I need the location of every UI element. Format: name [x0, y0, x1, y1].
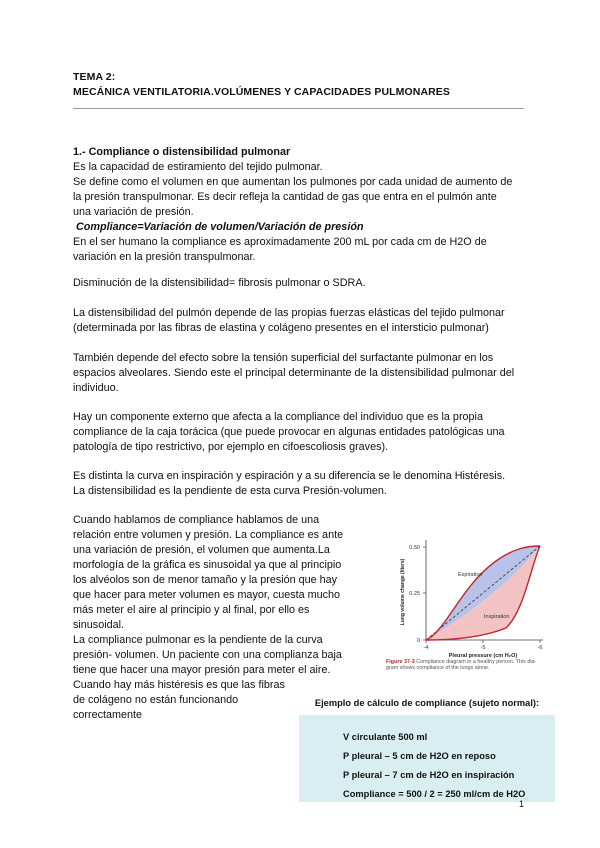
text-line: los alvéolos son de menor tamaño y la presión que hay — [73, 574, 338, 586]
figure-caption — [386, 659, 561, 672]
x-tick-label: -5 — [480, 645, 486, 651]
text-line: Disminución de la distensibilidad= fibrosis pulmonar o SDRA. — [73, 277, 366, 289]
example-line: Compliance = 500 / 2 = 250 ml/cm de H2O — [343, 789, 526, 799]
inspiration-label: Inspiration — [484, 614, 510, 620]
y-tick-label: 0.50 — [409, 545, 420, 551]
text-line: individuo. — [73, 382, 119, 394]
example-line: P pleural – 7 cm de H2O en inspiración — [343, 770, 515, 780]
x-tick-label: -6 — [537, 645, 543, 651]
paragraph-surfactant — [73, 351, 533, 396]
text-line: tiene que hacer una mayor presión para meter el aire. — [73, 664, 331, 676]
header-divider — [73, 108, 524, 109]
text-line: relación entre volumen y presión. La compliance es ante — [73, 529, 344, 541]
section-heading: 1.- Compliance o distensibilidad pulmonar — [73, 146, 291, 158]
text-line: La distensibilidad del pulmón depende de las propias fuerzas elásticas del tejido pulmonar — [73, 307, 505, 319]
text-line: Cuando hay más histéresis es que las fibras — [73, 679, 285, 691]
example-box — [299, 691, 555, 802]
x-tick-label: -4 — [423, 645, 429, 651]
tema-label: TEMA 2: — [73, 71, 116, 83]
y-tick-label: 0.25 — [409, 591, 420, 597]
section-body-1 — [73, 145, 533, 265]
page-number: 1 — [519, 799, 525, 809]
paragraph-fibrosis — [73, 276, 533, 291]
text-line: espacios alveolares. Siendo este el principal determinante de la distensibilidad pulmonar del — [73, 367, 515, 379]
text-line: una variación de presión, el volumen que aumenta.La — [73, 544, 330, 556]
figure-caption-label: Figure 37-3 — [386, 659, 415, 665]
y-tick-label: 0 — [416, 638, 420, 644]
text-line: Se define como el volumen en que aumentan los pulmones por cada unidad de aumento de — [73, 176, 513, 188]
text-line: que hacer para meter volumen es mayor, cuesta mucho — [73, 589, 341, 601]
expiration-label: Expiration — [458, 572, 483, 578]
x-axis-label: Pleural pressure (cm H₂O) — [448, 653, 518, 659]
compliance-diagram — [386, 526, 561, 674]
text-line: Es distinta la curva en inspiración y espiración y a su diferencia se le denomina Histéresis. — [73, 470, 506, 482]
text-line: una variación de presión. — [73, 206, 194, 218]
text-line: correctamente — [73, 709, 143, 721]
page-title: MECÁNICA VENTILATORIA.VOLÚMENES Y CAPACIDADES PULMONARES — [73, 86, 451, 98]
text-line: En el ser humano la compliance es aproximadamente 200 mL por cada cm de H2O de — [73, 236, 487, 248]
text-line: La distensibilidad es la pendiente de esta curva Presión-volumen. — [73, 485, 387, 497]
text-line: La compliance pulmonar es la pendiente de la curva — [73, 634, 323, 646]
compliance-figure — [386, 526, 561, 674]
compliance-formula: Compliance=Variación de volumen/Variación de presión — [76, 221, 364, 233]
text-line: Hay un componente externo que afecta a la compliance del individuo que es la propia — [73, 411, 483, 423]
text-line: sinusoidal. — [73, 619, 125, 631]
text-line: la presión transpulmonar. Es decir refleja la cantidad de gas que entra en el pulmón ante — [73, 191, 497, 203]
text-line: compliance de la caja torácica (que puede provocar en algunas entidades patológicas una — [73, 426, 505, 438]
text-line: También depende del efecto sobre la tensión superficial del surfactante pulmonar en los — [73, 352, 494, 364]
example-line: V circulante 500 ml — [343, 732, 428, 742]
paragraph-thorax — [73, 410, 533, 455]
example-line: P pleural – 5 cm de H2O en reposo — [343, 751, 496, 761]
text-line: Cuando hablamos de compliance hablamos de una — [73, 514, 320, 526]
figure-caption-text: Compliance diagram in a healthy person. This dia- — [414, 659, 537, 665]
text-line: morfología de la gráfica es sinusoidal ya que al principio — [73, 559, 342, 571]
text-line: Es la capacidad de estiramiento del tejido pulmonar. — [73, 161, 323, 173]
text-line: (determinada por las fibras de elastina y colágeno presentes en el intersticio pulmonar) — [73, 322, 489, 334]
text-line: más meter el aire al principio y al final, por ello es — [73, 604, 310, 616]
text-line: presión- volumen. Un paciente con una complianza baja — [73, 649, 342, 661]
paragraph-hysteresis — [73, 469, 533, 499]
text-line: de colágeno no están funcionando — [73, 694, 239, 706]
example-box-title: Ejemplo de cálculo de compliance (sujeto normal): — [299, 691, 555, 715]
text-line: variación en la presión transpulmonar. — [73, 251, 256, 263]
paragraph-elastic — [73, 306, 533, 336]
y-axis-label: Lung volume change (liters) — [400, 558, 406, 626]
figure-caption-text: gram shows compliance of the lungs alone. — [386, 665, 490, 672]
text-line: patología de tipo restrictivo, por ejemplo en cifoescoliosis graves). — [73, 441, 389, 453]
